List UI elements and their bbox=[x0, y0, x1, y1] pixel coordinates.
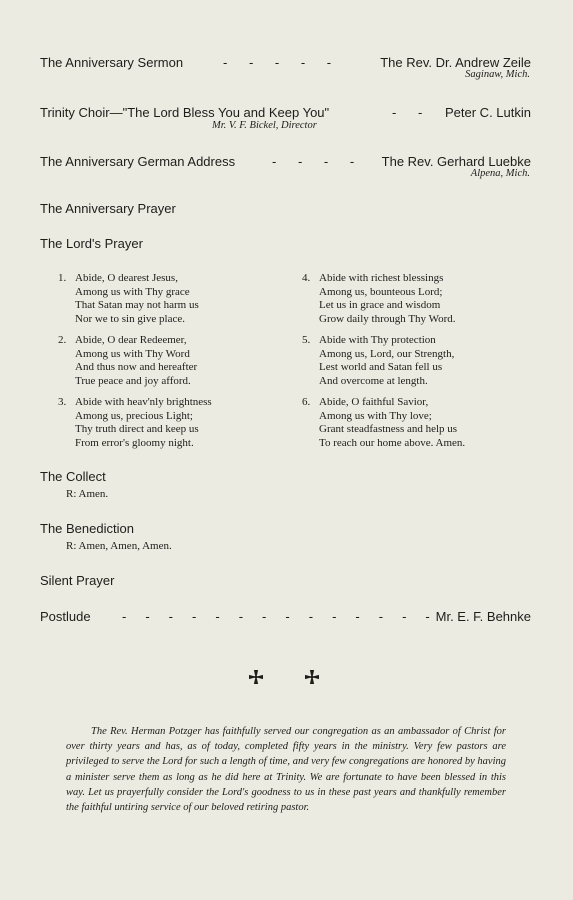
verse-line: Thy truth direct and keep us bbox=[75, 423, 199, 435]
verse-line: Abide, O faithful Savior, bbox=[319, 396, 429, 408]
german-address-dashes: - - - - bbox=[272, 154, 364, 169]
verse-number: 3. bbox=[58, 396, 67, 408]
sermon-speaker: The Rev. Dr. Andrew Zeile bbox=[380, 55, 531, 70]
verse-line: From error's gloomy night. bbox=[75, 436, 194, 449]
silent-prayer-heading: Silent Prayer bbox=[40, 573, 115, 588]
cross-pattee-icon bbox=[249, 670, 263, 684]
verse-line: And overcome at length. bbox=[319, 374, 428, 387]
verse-number: 4. bbox=[302, 272, 311, 284]
german-address-location: Alpena, Mich. bbox=[470, 168, 530, 179]
verse-line: That Satan may not harm us bbox=[75, 299, 199, 311]
verse-line: Grow daily through Thy Word. bbox=[319, 312, 456, 325]
choir-director: Mr. V. F. Bickel, Director bbox=[212, 120, 317, 131]
verse-line: Among us with Thy love; bbox=[319, 409, 432, 422]
german-address-title: The Anniversary German Address bbox=[40, 154, 236, 169]
collect-response: R: Amen. bbox=[66, 488, 109, 500]
verse-line: Among us with Thy grace bbox=[75, 285, 190, 298]
collect-heading: The Collect bbox=[40, 469, 106, 484]
verse-line: Grant steadfastness and help us bbox=[319, 423, 458, 435]
sermon-title: The Anniversary Sermon bbox=[40, 55, 184, 70]
verse-number: 5. bbox=[302, 334, 311, 346]
verse-line: Among us, bounteous Lord; bbox=[319, 285, 443, 298]
german-address-speaker: The Rev. Gerhard Luebke bbox=[381, 154, 531, 169]
verse-line: Abide, O dearest Jesus, bbox=[75, 272, 178, 284]
sermon-dashes: - - - - - bbox=[223, 55, 341, 70]
verse-number: 2. bbox=[58, 334, 67, 346]
verse-line: Abide with richest blessings bbox=[319, 272, 444, 284]
lords-prayer-heading: The Lord's Prayer bbox=[40, 236, 143, 251]
verse-line: Among us, precious Light; bbox=[75, 409, 193, 422]
verse-line: Let us in grace and wisdom bbox=[319, 299, 441, 311]
verse-line: Among us, Lord, our Strength, bbox=[319, 347, 455, 360]
cross-pattee-icon bbox=[305, 670, 319, 684]
verse-line: To reach our home above. Amen. bbox=[319, 436, 466, 449]
verse-line: Abide with Thy protection bbox=[319, 334, 436, 346]
sermon-speaker-location: Saginaw, Mich. bbox=[465, 69, 530, 80]
benediction-response: R: Amen, Amen, Amen. bbox=[66, 540, 172, 552]
choir-title: Trinity Choir—"The Lord Bless You and Keep You" bbox=[40, 105, 330, 120]
verse-number: 1. bbox=[58, 272, 67, 284]
verse-number: 6. bbox=[302, 396, 311, 408]
verse-line: Abide with heav'nly brightness bbox=[75, 396, 212, 408]
anniversary-prayer-heading: The Anniversary Prayer bbox=[40, 201, 176, 216]
verse-line: True peace and joy afford. bbox=[75, 374, 191, 387]
postlude-dashes: - - - - - - - - - - - - - - bbox=[122, 609, 438, 624]
verse-line: And thus now and hereafter bbox=[75, 361, 198, 373]
verse-line: Lest world and Satan fell us bbox=[319, 361, 443, 373]
benediction-heading: The Benediction bbox=[40, 521, 134, 536]
verse-line: Among us with Thy Word bbox=[75, 347, 190, 360]
tribute-paragraph: The Rev. Herman Potzger has faithfully served our congregation as an ambassador of Christ for over thirty years and has, as of today, completed fifty years in the ministry. Very few pastors are privileged to serve the Lord for such a length of time, and very few congregations are honored by having a minister serve them as long as he did here at Trinity. We are fortunate to have been blessed in this way. Let us prayerfully consider the Lord's goodness to us in these past years and thankfully remember the faithful untiring service of our beloved retiring pastor. bbox=[66, 726, 506, 814]
postlude-title: Postlude bbox=[40, 609, 91, 624]
postlude-organist: Mr. E. F. Behnke bbox=[435, 609, 531, 624]
verse-line: Nor we to sin give place. bbox=[75, 312, 185, 325]
choir-dashes: - - bbox=[392, 105, 432, 120]
choir-composer: Peter C. Lutkin bbox=[445, 105, 531, 120]
verse-line: Abide, O dear Redeemer, bbox=[75, 334, 187, 346]
